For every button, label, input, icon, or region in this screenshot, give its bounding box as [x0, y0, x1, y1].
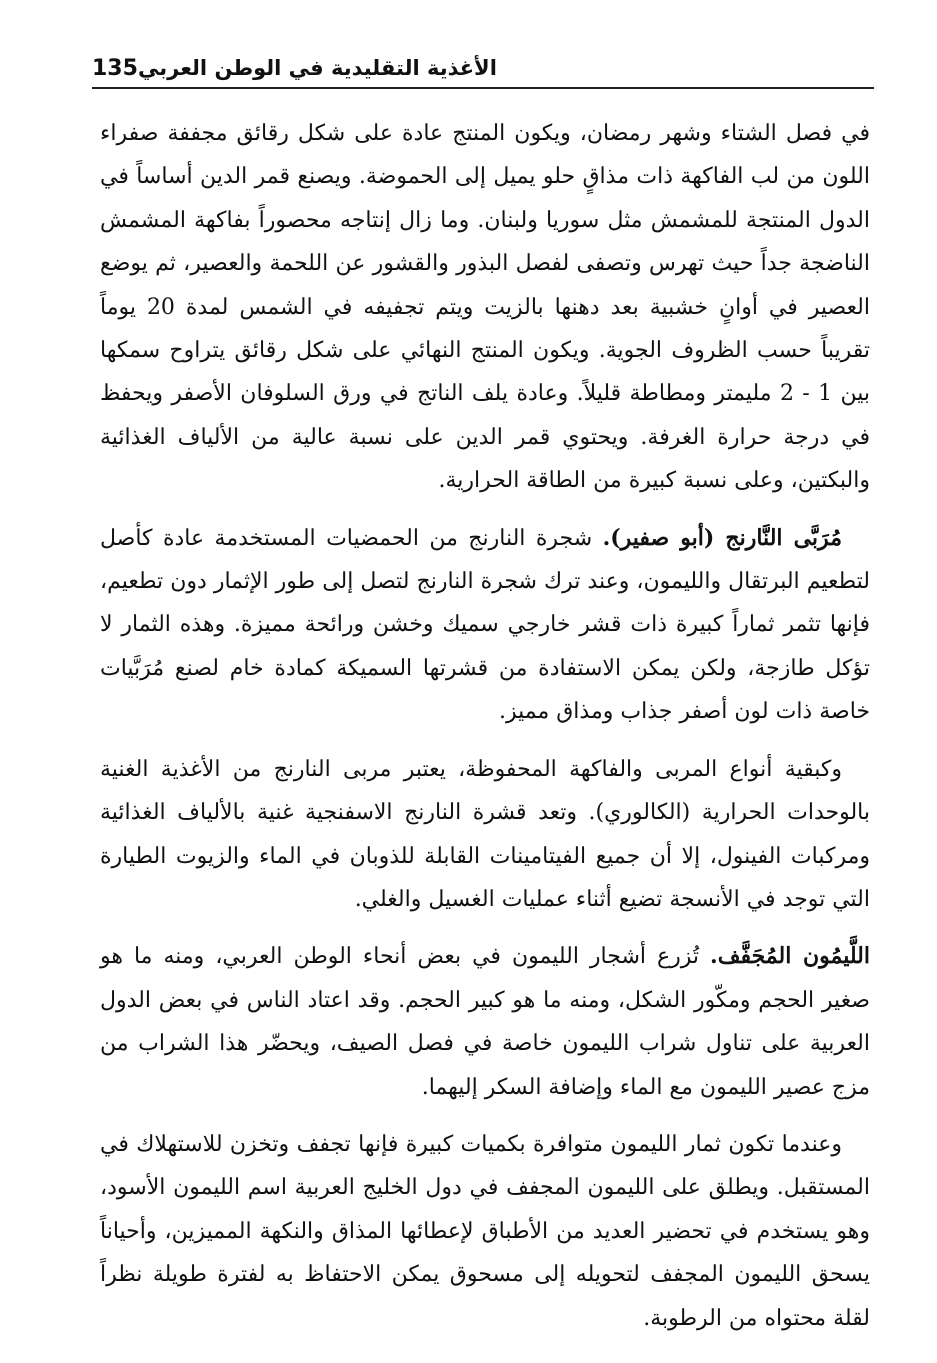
paragraph-jam-nutrition [100, 748, 870, 922]
entry-term: مُرَبَّى النَّارنج (أبو صفير). [602, 524, 842, 551]
paragraph-text: تُزرع أشجار الليمون في بعض أنحاء الوطن العربي، ومنه ما هو صغير الحجم ومكّور الشكل، ومنه ما هو كبير الحجم. وقد اعتاد الناس في بعض الدول العربية على تناول شراب الليمون خاصة في فصل الصيف، ويحضّر هذا الشراب من مزج عصير الليمون مع الماء وإضافة السكر إليهما. [100, 944, 870, 1100]
paragraph-narenj-jam [100, 517, 870, 734]
entry-term: اللَّيمُون المُجَفَّف. [710, 943, 870, 970]
paragraph-qamar-al-din [100, 112, 870, 503]
paragraph-text: شجرة النارنج من الحمضيات المستخدمة عادة كأصل لتطعيم البرتقال والليمون، وعند ترك شجرة النارنج لتصل إلى طور الإثمار دون تطعيم، فإنها تثمر ثماراً كبيرة ذات قشر خارجي سميك وخشن ورائحة مميزة. وهذه الثمار لا تؤكل طازجة، ولكن يمكن الاستفادة من قشرتها السميكة كمادة خام لصنع مُرَبَّيات خاصة ذات لون أصفر جذاب ومذاق مميز. [100, 525, 870, 725]
page-header [92, 52, 872, 88]
paragraph-text: وعندما تكون ثمار الليمون متوافرة بكميات كبيرة فإنها تجفف وتخزن للاستهلاك في المستقبل. ويطلق على الليمون المجفف في دول الخليج العربية اسم الليمون الأسود، وهو يستخدم في تحضير العديد من الأطباق لإعطائها المذاق والنكهة المميزين، وأحياناً يسحق الليمون المجفف لتحويله إلى مسحوق يمكن الاحتفاظ به لفترة طويلة نظراً لقلة محتواه من الرطوبة. [100, 1131, 870, 1331]
running-title: الأغذية التقليدية في الوطن العربي [138, 56, 497, 80]
body-text [100, 112, 870, 1340]
paragraph-dried-lemon-storage [100, 1123, 870, 1340]
page-number: 135 [92, 56, 138, 81]
header-rule [92, 87, 874, 89]
paragraph-text: في فصل الشتاء وشهر رمضان، ويكون المنتج عادة على شكل رقائق مجففة صفراء اللون من لب الفاكهة ذات مذاقٍ حلو يميل إلى الحموضة. ويصنع قمر الدين أساساً في الدول المنتجة للمشمش مثل سوريا ولبنان. وما زال إنتاجه محصوراً بفاكهة المشمش الناضجة جداً حيث تهرس وتصفى لفصل البذور والقشور عن اللحمة والعصير، ثم يوضع العصير في أوانٍ خشبية بعد دهنها بالزيت ويتم تجفيفه في الشمس لمدة 20 يوماً تقريباً حسب الظروف الجوية. ويكون المنتج النهائي على شكل رقائق يتراوح سمكها بين 1 - 2 مليمتر ومطاطة قليلاً. وعادة يلف الناتج في ورق السلوفان الأصفر ويحفظ في درجة حرارة الغرفة. ويحتوي قمر الدين على نسبة عالية من الألياف الغذائية والبكتين، وعلى نسبة كبيرة من الطاقة الحرارية. [100, 121, 871, 494]
paragraph-dried-lemon [100, 935, 870, 1109]
paragraph-text: وكبقية أنواع المربى والفاكهة المحفوظة، يعتبر مربى النارنج من الأغذية الغنية بالوحدات الحرارية (الكالوري). وتعد قشرة النارنج الاسفنجية غنية بالألياف الغذائية ومركبات الفينول، إلا أن جميع الفيتامينات القابلة للذوبان في الماء والزيوت الطيارة التي توجد في الأنسجة تضيع أثناء عمليات الغسيل والغلي. [100, 756, 870, 912]
